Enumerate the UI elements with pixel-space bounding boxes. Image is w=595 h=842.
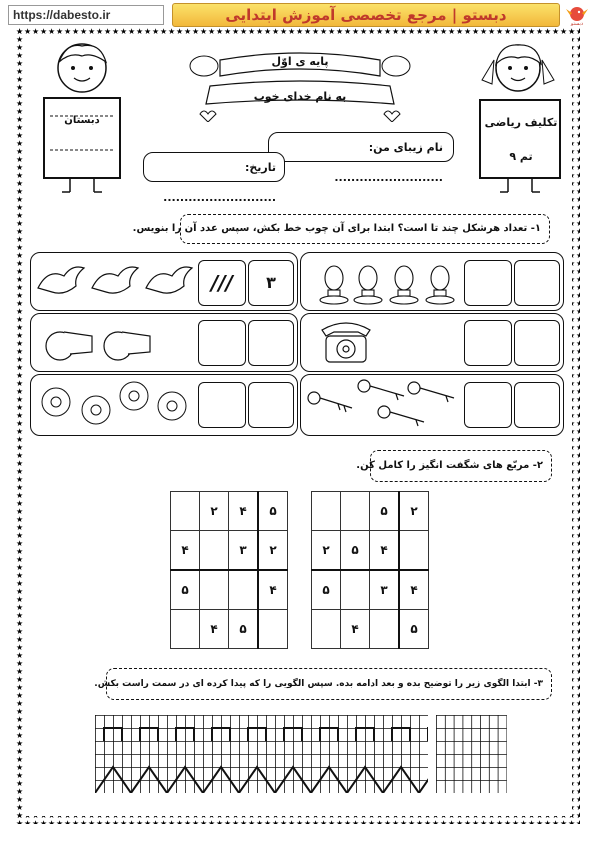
q3-prompt-text: ۳- ابتدا الگوی زیر را توضیح بده و بعد ادامه بده. سپس الگویی را که پیدا کرده ای در سمت راست بکش.	[94, 679, 543, 689]
grid-row	[171, 492, 288, 531]
grid-cell: ۴	[399, 570, 429, 610]
ribbon-banner-icon	[180, 42, 420, 122]
grid-cell: ۵	[312, 570, 341, 610]
grid-cell: ۵	[229, 610, 259, 649]
q1-row2-right-tally-box[interactable]	[464, 320, 512, 366]
grid-row	[312, 531, 429, 571]
girl-sign-title: تکلیف ریاضی	[484, 116, 558, 129]
bird-logo-icon	[562, 4, 592, 26]
grid-cell: ۵	[258, 492, 288, 531]
q1-row3-left-tally-box[interactable]	[198, 382, 246, 428]
q2-prompt-box	[356, 450, 552, 482]
grid-row	[312, 570, 429, 610]
student-name-field[interactable]: نام زیبای من: ..........................	[268, 132, 454, 162]
grid-cell[interactable]	[341, 492, 370, 531]
telephone-icon	[318, 318, 374, 366]
grid-cell: ۵	[370, 492, 400, 531]
lamps-icon	[316, 256, 460, 306]
grid-row	[171, 570, 288, 610]
q1-prompt-box	[132, 214, 550, 244]
keys-icon	[304, 378, 462, 430]
grid-row	[312, 610, 429, 649]
grid-cell[interactable]	[171, 610, 200, 649]
grid-cell: ۴	[341, 610, 370, 649]
date-field[interactable]: تاریخ: ...........................	[143, 152, 285, 182]
grid-row	[312, 492, 429, 531]
bismillah-text: به نام خدای خوب	[253, 90, 347, 103]
grid-cell[interactable]	[370, 610, 400, 649]
grid-cell[interactable]	[200, 531, 229, 571]
grid-cell[interactable]	[312, 492, 341, 531]
q3-pattern-grid	[95, 715, 428, 793]
grid-row	[171, 531, 288, 571]
brand-title-banner: دبستو | مرجع تخصصی آموزش ابتدایی	[172, 3, 560, 27]
grid-cell: ۲	[312, 531, 341, 571]
q2-left-magic-square	[170, 491, 288, 649]
grid-cell: ۲	[258, 531, 288, 571]
q1-prompt-text: ۱- تعداد هرشکل چند تا است؟ ابتدا برای آن چوب خط بکش، سپس عدد آن را بنویس.	[132, 223, 541, 234]
q3-prompt-box	[94, 668, 552, 700]
site-header-bar	[2, 2, 593, 24]
site-url-link[interactable]: https://dabesto.ir	[8, 5, 164, 25]
q1-row1-right-number-box[interactable]	[514, 260, 560, 306]
grid-cell: ۵	[171, 570, 200, 610]
grid-cell: ۲	[200, 492, 229, 531]
grid-cell: ۴	[229, 492, 259, 531]
flowers-icon	[34, 376, 194, 432]
q1-row2-left-number-box[interactable]	[248, 320, 294, 366]
grid-cell[interactable]	[171, 492, 200, 531]
q1-row2-left-tally-box[interactable]	[198, 320, 246, 366]
q1-row3-right-tally-box[interactable]	[464, 382, 512, 428]
q1-row3-right-number-box[interactable]	[514, 382, 560, 428]
q2-prompt-text: ۲- مربّع های شگفت انگیز را کامل کن.	[356, 460, 543, 471]
grid-cell: ۲	[399, 492, 429, 531]
grid-cell: ۴	[370, 531, 400, 571]
grid-cell[interactable]	[229, 570, 259, 610]
grid-cell[interactable]	[258, 610, 288, 649]
grade-label: پایه ی اوّل	[271, 55, 329, 68]
birds-icon	[34, 258, 194, 304]
grid-cell[interactable]	[312, 610, 341, 649]
grid-cell[interactable]	[399, 531, 429, 571]
boy-sign-text: دبستان	[64, 115, 100, 126]
q1-example-number-box: ۳	[248, 260, 294, 306]
q3-answer-grid[interactable]	[436, 715, 507, 793]
girl-sign-subtitle: تم ۹	[509, 150, 533, 163]
grid-cell: ۳	[229, 531, 259, 571]
grid-cell[interactable]	[200, 570, 229, 610]
grid-cell: ۴	[200, 610, 229, 649]
whistles-icon	[40, 320, 160, 364]
grid-cell: ۴	[171, 531, 200, 571]
grid-row	[171, 610, 288, 649]
grid-cell: ۵	[341, 531, 370, 571]
grid-cell: ۴	[258, 570, 288, 610]
grid-cell: ۳	[370, 570, 400, 610]
grid-cell[interactable]	[341, 570, 370, 610]
q1-row3-left-number-box[interactable]	[248, 382, 294, 428]
q1-row2-right-number-box[interactable]	[514, 320, 560, 366]
q1-row1-right-tally-box[interactable]	[464, 260, 512, 306]
svg-text:دبستو: دبستو	[570, 21, 584, 26]
q1-example-tally-box: ///	[198, 260, 246, 306]
q2-right-magic-square	[311, 491, 429, 649]
grid-cell: ۵	[399, 610, 429, 649]
